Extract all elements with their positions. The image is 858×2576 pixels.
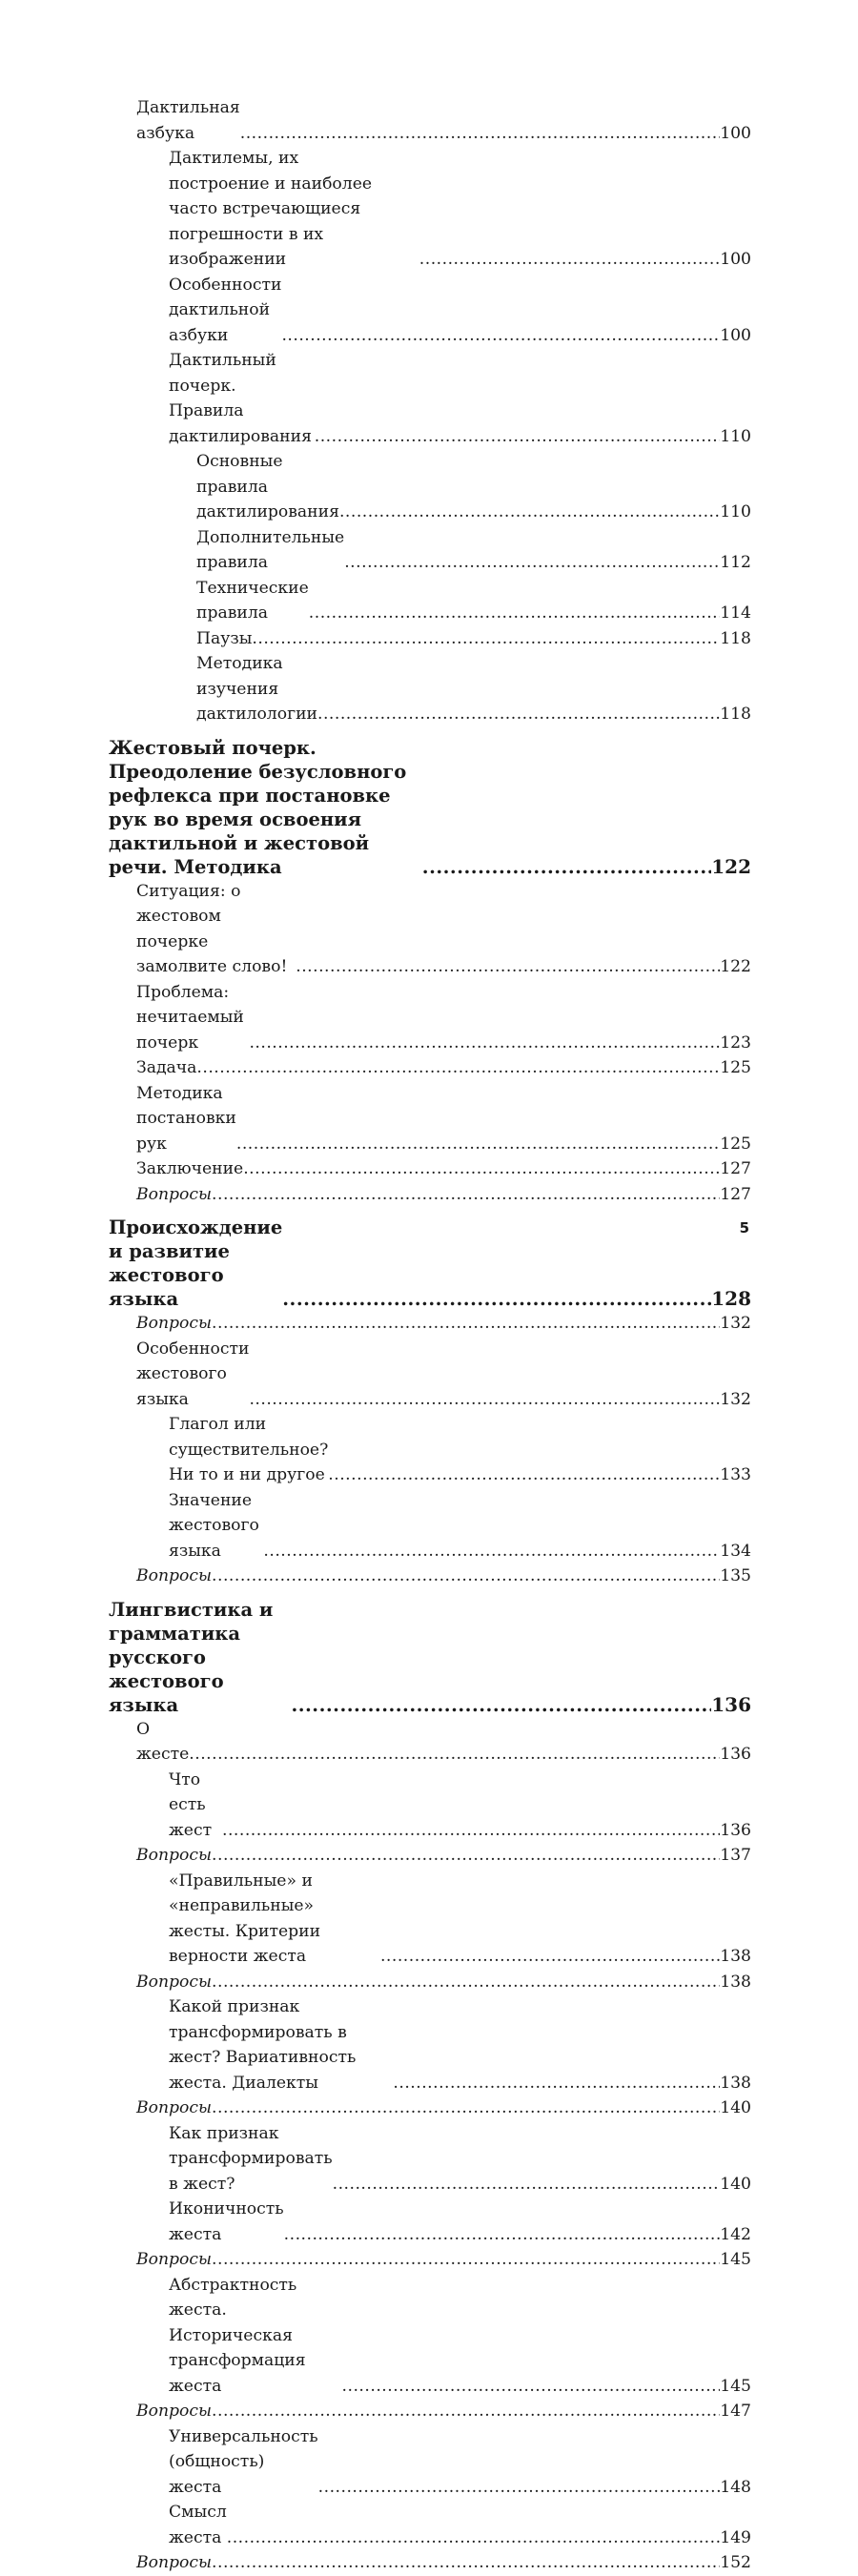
toc-entry-title: Проблема: нечитаемый почерк <box>136 982 244 1053</box>
toc-entry-title: Жестовый почерк. Преодоление безусловного рефлекса при постановке рук во время освоения дактильной и жестовой речи. Методика <box>109 736 407 878</box>
toc-entry-title: Особенности дактильной азбуки <box>169 275 282 345</box>
toc-leader-dots <box>249 1031 720 1056</box>
toc-entry-title: Методика изучения дактилологии <box>196 654 317 724</box>
toc-entry <box>109 2399 751 2424</box>
toc-entry <box>109 879 751 980</box>
toc-entry <box>109 1311 751 1337</box>
toc-entry-page: 100 <box>720 250 751 269</box>
toc-entry-title: Дополнительные правила <box>196 527 345 572</box>
table-of-contents <box>109 95 751 2576</box>
toc-entry-page: 137 <box>720 1846 751 1865</box>
toc-entry-title: Дактилемы, их построение и наиболее часто встречающиеся погрешности в их изображении <box>169 149 373 269</box>
toc-entry <box>109 146 751 273</box>
toc-entry-title: Что есть жест <box>169 1769 213 1840</box>
toc-entry <box>109 1564 751 1589</box>
toc-entry-page: 140 <box>720 2098 751 2117</box>
toc-entry-title: Дактильный почерк. Правила дактилирования <box>169 351 312 446</box>
toc-entry <box>109 1055 751 1081</box>
toc-entry-title: Вопросы <box>136 1314 213 1333</box>
toc-entry <box>109 626 751 652</box>
toc-entry-page: 110 <box>720 502 751 521</box>
toc-leader-dots <box>236 1132 720 1157</box>
toc-entry-page: 138 <box>720 2073 751 2093</box>
toc-entry-page: 118 <box>720 628 751 648</box>
toc-leader-dots <box>212 1182 720 1208</box>
toc-leader-dots <box>252 626 720 652</box>
toc-leader-dots <box>212 2550 720 2576</box>
toc-entry-page: 110 <box>720 426 751 446</box>
toc-leader-dots <box>212 1970 720 1995</box>
toc-leader-dots <box>393 2071 720 2096</box>
toc-entry-title: Иконичность жеста <box>169 2199 284 2244</box>
toc-entry-page: 122 <box>720 957 751 976</box>
toc-entry-page: 112 <box>720 553 751 572</box>
toc-entry-page: 123 <box>720 1032 751 1053</box>
toc-entry-page: 118 <box>720 705 751 724</box>
toc-entry <box>109 348 751 449</box>
toc-entry-page: 152 <box>720 2553 751 2572</box>
toc-leader-dots <box>296 954 720 980</box>
toc-entry-page: 122 <box>711 854 751 878</box>
toc-leader-dots <box>227 2525 720 2551</box>
toc-entry <box>109 576 751 626</box>
toc-entry-title: Вопросы <box>136 1972 213 1992</box>
toc-leader-dots <box>282 1287 711 1311</box>
toc-entry <box>109 449 751 525</box>
toc-entry-title: Значение жестового языка <box>169 1490 259 1561</box>
toc-leader-dots <box>249 1387 720 1413</box>
toc-entry-title: «Правильные» и «неправильные» жесты. Критерии верности жеста <box>169 1871 321 1966</box>
toc-entry-page: 114 <box>720 603 751 623</box>
toc-entry-title: Дактильная азбука <box>136 98 240 143</box>
toc-entry <box>109 1869 751 1970</box>
toc-leader-dots <box>380 1944 720 1970</box>
toc-leader-dots <box>328 1462 720 1488</box>
toc-entry-page: 125 <box>720 1134 751 1154</box>
toc-entry-title: О жесте <box>136 1719 190 1764</box>
toc-leader-dots <box>315 424 720 450</box>
toc-entry <box>109 2424 751 2501</box>
toc-entry-title: Происхождение и развитие жестового языка <box>109 1216 283 1310</box>
toc-entry <box>109 2121 751 2198</box>
toc-entry <box>109 651 751 727</box>
toc-entry-page: 133 <box>720 1465 751 1484</box>
toc-leader-dots <box>284 2222 721 2248</box>
toc-entry <box>109 525 751 576</box>
toc-entry-title: Методика постановки рук <box>136 1083 236 1154</box>
toc-leader-dots <box>317 702 720 727</box>
toc-entry-title: Основные правила дактилирования <box>196 452 339 521</box>
toc-leader-dots <box>212 2247 720 2273</box>
toc-entry <box>109 2550 751 2576</box>
toc-leader-dots <box>189 1742 720 1768</box>
toc-chapter <box>109 1598 751 1717</box>
toc-entry-title: Ситуация: о жестовом почерке замолвите слово! <box>136 881 288 976</box>
toc-entry-title: Универсальность (общность) жеста <box>169 2426 318 2497</box>
toc-leader-dots <box>281 323 720 349</box>
toc-entry-title: Особенности жестового языка <box>136 1339 250 1409</box>
toc-entry-title: Заключение <box>136 1159 244 1178</box>
toc-entry <box>109 1717 751 1768</box>
toc-leader-dots <box>263 1539 720 1564</box>
toc-chapter <box>109 1216 751 1311</box>
toc-entry <box>109 1994 751 2096</box>
toc-entry <box>109 1768 751 1844</box>
toc-leader-dots <box>291 1693 711 1717</box>
toc-entry-page: 148 <box>720 2477 751 2497</box>
toc-entry <box>109 1412 751 1488</box>
toc-entry-page: 128 <box>711 1287 751 1310</box>
toc-entry-page: 149 <box>720 2527 751 2547</box>
toc-entry <box>109 2500 751 2550</box>
toc-entry-page: 138 <box>720 1972 751 1992</box>
toc-entry-page: 125 <box>720 1058 751 1077</box>
toc-leader-dots <box>212 1843 720 1869</box>
toc-entry-page: 145 <box>720 2376 751 2396</box>
toc-entry-page: 135 <box>720 1566 751 1585</box>
toc-entry <box>109 1488 751 1564</box>
toc-entry-title: Лингвистика и грамматика русского жестового языка <box>109 1598 274 1716</box>
toc-entry-page: 136 <box>720 1820 751 1840</box>
page-number: 5 <box>739 1219 749 1237</box>
toc-entry-page: 100 <box>720 325 751 345</box>
toc-entry-page: 145 <box>720 2250 751 2269</box>
toc-entry <box>109 273 751 349</box>
toc-entry-page: 132 <box>720 1389 751 1409</box>
toc-leader-dots <box>339 500 720 525</box>
toc-entry-title: Вопросы <box>136 1184 213 1204</box>
toc-leader-dots <box>212 1564 720 1589</box>
toc-entry-page: 134 <box>720 1541 751 1561</box>
toc-leader-dots <box>212 2399 720 2424</box>
toc-entry-page: 147 <box>720 2402 751 2421</box>
toc-entry-page: 142 <box>720 2224 751 2244</box>
toc-chapter <box>109 736 751 879</box>
toc-entry <box>109 2273 751 2400</box>
toc-entry-page: 132 <box>720 1314 751 1333</box>
toc-entry <box>109 1970 751 1995</box>
toc-leader-dots <box>222 1818 720 1844</box>
toc-leader-dots <box>212 1311 720 1337</box>
toc-leader-dots <box>243 1156 720 1182</box>
toc-entry-title: Смысл жеста <box>169 2503 227 2547</box>
toc-entry-page: 138 <box>720 1947 751 1966</box>
toc-entry <box>109 2096 751 2121</box>
toc-leader-dots <box>333 2172 721 2198</box>
toc-leader-dots <box>422 855 711 879</box>
toc-entry-page: 127 <box>720 1184 751 1204</box>
toc-entry-title: Как признак трансформировать в жест? <box>169 2123 333 2194</box>
toc-entry-title: Технические правила <box>196 578 309 623</box>
toc-entry <box>109 1081 751 1157</box>
toc-entry-title: Абстрактность жеста. Историческая трансформация жеста <box>169 2275 306 2396</box>
toc-leader-dots <box>318 2475 721 2501</box>
toc-entry <box>109 1843 751 1869</box>
toc-entry <box>109 1337 751 1413</box>
toc-entry <box>109 1182 751 1208</box>
toc-leader-dots <box>212 2096 720 2121</box>
toc-entry-title: Вопросы <box>136 2098 213 2117</box>
toc-entry-page: 100 <box>720 123 751 143</box>
toc-leader-dots <box>309 601 720 626</box>
toc-entry <box>109 980 751 1056</box>
toc-entry-title: Задача <box>136 1058 197 1077</box>
toc-leader-dots <box>419 247 720 273</box>
toc-leader-dots <box>342 2374 721 2400</box>
toc-entry-page: 136 <box>720 1745 751 1764</box>
toc-entry-title: Вопросы <box>136 1566 213 1585</box>
toc-leader-dots <box>240 121 720 147</box>
toc-entry-title: Вопросы <box>136 2250 213 2269</box>
toc-leader-dots <box>196 1055 720 1081</box>
toc-entry-page: 127 <box>720 1159 751 1178</box>
toc-entry <box>109 2197 751 2247</box>
toc-entry-title: Вопросы <box>136 1846 213 1865</box>
toc-entry-page: 140 <box>720 2174 751 2194</box>
toc-entry <box>109 2247 751 2273</box>
toc-entry-title: Вопросы <box>136 2553 213 2572</box>
toc-entry <box>109 95 751 146</box>
toc-entry <box>109 1156 751 1182</box>
toc-leader-dots <box>344 550 720 576</box>
toc-entry-title: Паузы <box>196 628 253 648</box>
toc-entry-title: Глагол или существительное? Ни то и ни другое <box>169 1415 329 1484</box>
toc-entry-title: Вопросы <box>136 2402 213 2421</box>
toc-entry-page: 136 <box>711 1692 751 1716</box>
toc-entry-title: Какой признак трансформировать в жест? Вариативность жеста. Диалекты <box>169 1997 357 2093</box>
